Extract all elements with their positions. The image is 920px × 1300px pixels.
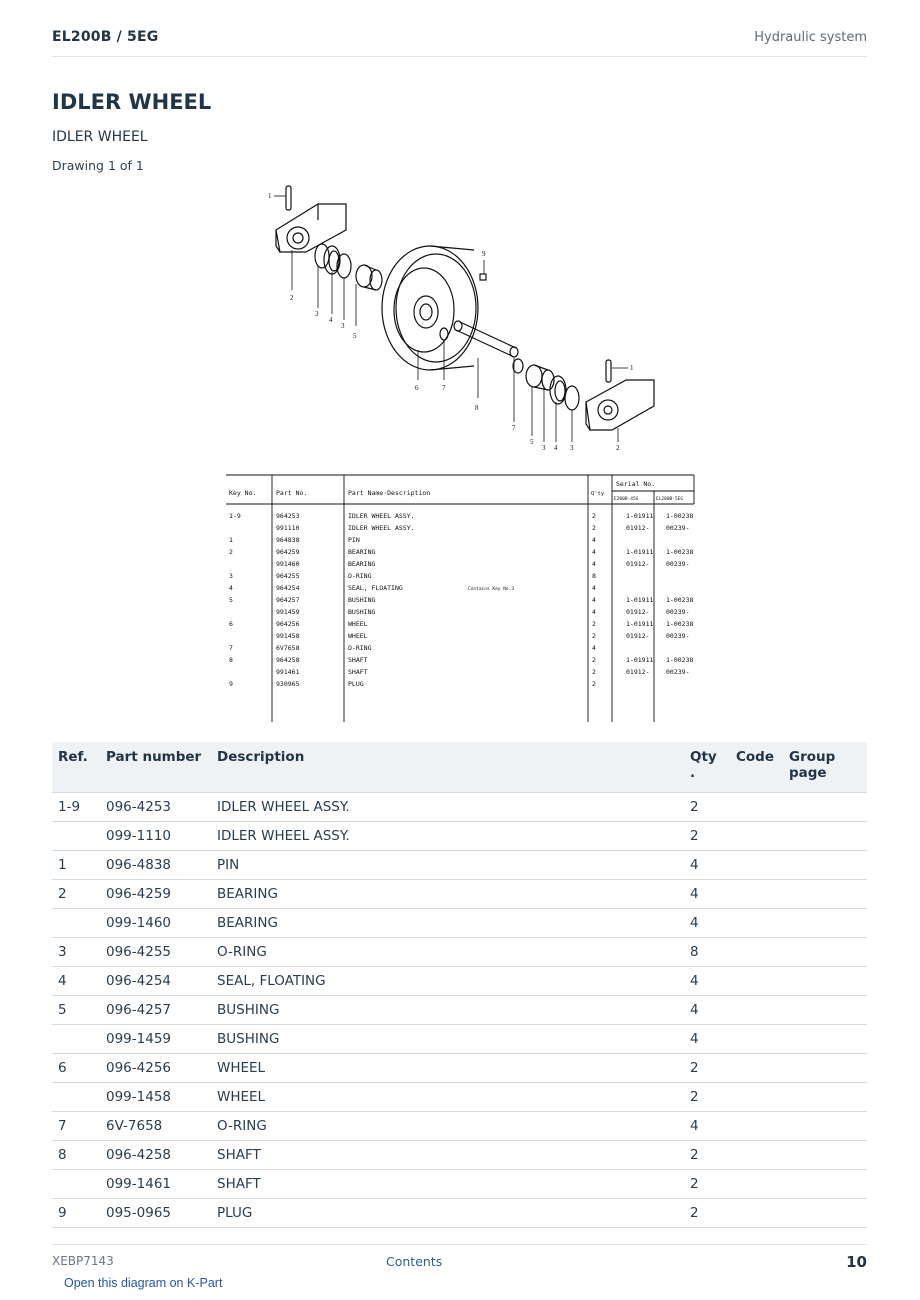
scan-text: 6V7658 — [276, 644, 300, 652]
scan-text: Part Name·Description — [348, 489, 431, 497]
cell-group-page — [783, 1083, 867, 1112]
scan-text: 01912- — [626, 668, 650, 676]
scan-text: 964254 — [276, 584, 300, 592]
drawing-count: Drawing 1 of 1 — [52, 158, 144, 173]
cell-part-number: 099-1461 — [100, 1170, 211, 1199]
scan-text: 1-00238 — [666, 596, 694, 604]
table-row — [52, 1025, 867, 1054]
cell-group-page — [783, 851, 867, 880]
cell-code — [730, 1112, 783, 1141]
table-row — [52, 996, 867, 1025]
cell-group-page — [783, 1025, 867, 1054]
scan-text: O-RING — [348, 572, 372, 580]
cell-ref: 3 — [52, 938, 100, 967]
scan-text: Serial No. — [616, 480, 656, 488]
scan-text: 1-00238 — [666, 512, 694, 520]
cell-group-page — [783, 1170, 867, 1199]
table-row — [52, 909, 867, 938]
cell-description: BEARING — [211, 909, 684, 938]
scan-text: WHEEL — [348, 632, 368, 640]
cell-code — [730, 851, 783, 880]
scan-text: 1-01911 — [626, 512, 654, 520]
scan-text: 991459 — [276, 608, 300, 616]
scan-text: 964256 — [276, 620, 300, 628]
scan-text: PIN — [348, 536, 360, 544]
cell-ref: 8 — [52, 1141, 100, 1170]
scan-text: 2 — [229, 548, 233, 556]
scan-text: 2 — [592, 680, 596, 688]
cell-part-number: 099-1110 — [100, 822, 211, 851]
cell-part-number: 099-1458 — [100, 1083, 211, 1112]
cell-qty: 4 — [684, 967, 730, 996]
document-id: XEBP7143 — [52, 1254, 114, 1268]
cell-part-number: 096-4257 — [100, 996, 211, 1025]
table-row — [52, 1083, 867, 1112]
callout-label: 9 — [482, 250, 486, 258]
scan-text: E200B-45G — [614, 497, 639, 502]
scan-text: 5 — [229, 596, 233, 604]
cell-ref: 6 — [52, 1054, 100, 1083]
cell-ref — [52, 1083, 100, 1112]
scan-text: 930965 — [276, 680, 300, 688]
table-row — [52, 1199, 867, 1228]
cell-description: PIN — [211, 851, 684, 880]
scan-text: 1-01911 — [626, 548, 654, 556]
scan-text: 1-01911 — [626, 620, 654, 628]
callout-label: 6 — [415, 384, 419, 392]
scan-text: SHAFT — [348, 668, 368, 676]
scan-text: SHAFT — [348, 656, 368, 664]
cell-description: PLUG — [211, 1199, 684, 1228]
scan-text: 2 — [592, 620, 596, 628]
cell-group-page — [783, 1199, 867, 1228]
cell-code — [730, 822, 783, 851]
scan-text: EL200B-5EG — [656, 497, 684, 502]
cell-code — [730, 938, 783, 967]
scan-text: PLUG — [348, 680, 364, 688]
scan-text: Contains Key No.3 — [468, 587, 515, 592]
scan-text: 8 — [229, 656, 233, 664]
table-row — [52, 938, 867, 967]
callout-label: 2 — [290, 294, 294, 302]
scan-text: 4 — [592, 548, 596, 556]
cell-ref — [52, 1025, 100, 1054]
scan-text: BEARING — [348, 560, 376, 568]
cell-qty: 4 — [684, 851, 730, 880]
scan-text: Q'ty — [591, 491, 605, 497]
cell-part-number: 096-4258 — [100, 1141, 211, 1170]
open-in-kpart-link[interactable]: Open this diagram on K-Part — [64, 1276, 223, 1290]
scan-text: 991461 — [276, 668, 300, 676]
scan-text: BUSHING — [348, 608, 376, 616]
cell-code — [730, 909, 783, 938]
cell-ref: 1-9 — [52, 793, 100, 822]
cell-qty: 2 — [684, 1141, 730, 1170]
cell-description: BUSHING — [211, 1025, 684, 1054]
cell-group-page — [783, 967, 867, 996]
col-ref: Ref. — [52, 742, 100, 793]
table-row — [52, 967, 867, 996]
cell-part-number: 096-4259 — [100, 880, 211, 909]
cell-qty: 4 — [684, 996, 730, 1025]
page-footer — [52, 1244, 867, 1275]
scan-text: 00239- — [666, 668, 690, 676]
scan-text: 991110 — [276, 524, 300, 532]
scan-text: 4 — [592, 608, 596, 616]
cell-ref: 1 — [52, 851, 100, 880]
scan-text: 4 — [592, 536, 596, 544]
cell-qty: 4 — [684, 1112, 730, 1141]
cell-part-number: 096-4838 — [100, 851, 211, 880]
scan-text: 00239- — [666, 608, 690, 616]
scan-text: 964255 — [276, 572, 300, 580]
cell-part-number: 096-4255 — [100, 938, 211, 967]
scan-text: 2 — [592, 524, 596, 532]
scan-text: IDLER WHEEL ASSY. — [348, 512, 415, 520]
scan-text: 2 — [592, 668, 596, 676]
cell-qty: 2 — [684, 1170, 730, 1199]
cell-group-page — [783, 1054, 867, 1083]
cell-qty: 2 — [684, 822, 730, 851]
scan-text: 3 — [229, 572, 233, 580]
cell-description: WHEEL — [211, 1054, 684, 1083]
scan-text: 00239- — [666, 632, 690, 640]
scan-text: 01912- — [626, 524, 650, 532]
page-subtitle: IDLER WHEEL — [52, 129, 148, 145]
callout-label: 1 — [268, 192, 272, 200]
scan-text: 1-00238 — [666, 656, 694, 664]
contents-link[interactable]: Contents — [386, 1254, 443, 1269]
callout-label: 7 — [442, 384, 446, 392]
scan-text: 1-00238 — [666, 620, 694, 628]
parts-table — [52, 742, 867, 1228]
table-row — [52, 1141, 867, 1170]
callout-label: 4 — [554, 444, 558, 452]
section-name: Hydraulic system — [754, 30, 867, 45]
cell-ref: 4 — [52, 967, 100, 996]
callout-label: 2 — [616, 444, 620, 452]
page-number: 10 — [846, 1253, 867, 1271]
cell-code — [730, 1054, 783, 1083]
cell-part-number: 096-4253 — [100, 793, 211, 822]
scan-text: 01912- — [626, 560, 650, 568]
cell-qty: 4 — [684, 909, 730, 938]
cell-group-page — [783, 793, 867, 822]
cell-code — [730, 1025, 783, 1054]
cell-ref: 7 — [52, 1112, 100, 1141]
table-row — [52, 1112, 867, 1141]
table-row — [52, 1054, 867, 1083]
scan-text: BUSHING — [348, 596, 376, 604]
scan-text: 6 — [229, 620, 233, 628]
callout-label: 5 — [353, 332, 357, 340]
cell-group-page — [783, 909, 867, 938]
cell-description: WHEEL — [211, 1083, 684, 1112]
table-row — [52, 822, 867, 851]
cell-group-page — [783, 1141, 867, 1170]
scan-text: 4 — [592, 584, 596, 592]
cell-description: BUSHING — [211, 996, 684, 1025]
cell-qty: 2 — [684, 793, 730, 822]
cell-ref: 5 — [52, 996, 100, 1025]
scan-text: Key No. — [229, 489, 257, 497]
scan-text: 4 — [592, 560, 596, 568]
scan-text: Part No. — [276, 489, 308, 497]
scan-text: 4 — [592, 596, 596, 604]
cell-qty: 4 — [684, 880, 730, 909]
cell-ref — [52, 909, 100, 938]
cell-description: IDLER WHEEL ASSY. — [211, 793, 684, 822]
cell-description: O-RING — [211, 1112, 684, 1141]
cell-ref — [52, 822, 100, 851]
col-code: Code — [730, 742, 783, 793]
cell-code — [730, 1199, 783, 1228]
cell-qty: 2 — [684, 1083, 730, 1112]
cell-qty: 4 — [684, 1025, 730, 1054]
scan-text: 8 — [592, 572, 596, 580]
callout-label: 8 — [475, 404, 479, 412]
table-row — [52, 1170, 867, 1199]
scan-text: 964258 — [276, 656, 300, 664]
exploded-parts-drawing — [260, 180, 660, 455]
cell-group-page — [783, 880, 867, 909]
cell-part-number: 099-1460 — [100, 909, 211, 938]
cell-qty: 8 — [684, 938, 730, 967]
cell-code — [730, 1083, 783, 1112]
col-description: Description — [211, 742, 684, 793]
machine-model: EL200B / 5EG — [52, 29, 159, 45]
scan-text: 2 — [592, 656, 596, 664]
scan-text: 01912- — [626, 608, 650, 616]
cell-code — [730, 967, 783, 996]
cell-part-number: 6V-7658 — [100, 1112, 211, 1141]
page-header — [52, 28, 867, 57]
scan-text: 1-9 — [229, 512, 241, 520]
cell-part-number: 096-4256 — [100, 1054, 211, 1083]
parts-table-header — [52, 742, 867, 793]
callout-label: 3 — [341, 322, 345, 330]
callout-label: 3 — [570, 444, 574, 452]
cell-part-number: 095-0965 — [100, 1199, 211, 1228]
scan-text: 4 — [592, 644, 596, 652]
cell-description: BEARING — [211, 880, 684, 909]
cell-description: IDLER WHEEL ASSY. — [211, 822, 684, 851]
scan-text: 00239- — [666, 524, 690, 532]
cell-ref — [52, 1170, 100, 1199]
scanned-parts-table — [226, 474, 696, 724]
callout-label: 5 — [530, 438, 534, 446]
scan-text: O-RING — [348, 644, 372, 652]
table-row — [52, 851, 867, 880]
scan-text: 2 — [592, 512, 596, 520]
scan-text: 964259 — [276, 548, 300, 556]
page-title: IDLER WHEEL — [52, 90, 212, 114]
cell-code — [730, 793, 783, 822]
scan-text: 1-01911 — [626, 656, 654, 664]
scan-text: 964257 — [276, 596, 300, 604]
scan-text: WHEEL — [348, 620, 368, 628]
scan-text: 2 — [592, 632, 596, 640]
scan-text: 991458 — [276, 632, 300, 640]
scan-text: 01912- — [626, 632, 650, 640]
callout-label: 4 — [329, 316, 333, 324]
cell-description: SEAL, FLOATING — [211, 967, 684, 996]
scan-text: 964253 — [276, 512, 300, 520]
cell-description: O-RING — [211, 938, 684, 967]
scan-text: IDLER WHEEL ASSY. — [348, 524, 415, 532]
table-row — [52, 793, 867, 822]
callout-label: 3 — [542, 444, 546, 452]
cell-group-page — [783, 996, 867, 1025]
scan-text: 4 — [229, 584, 233, 592]
scan-text: 9 — [229, 680, 233, 688]
cell-group-page — [783, 938, 867, 967]
cell-ref: 2 — [52, 880, 100, 909]
cell-qty: 2 — [684, 1199, 730, 1228]
scan-text: 991460 — [276, 560, 300, 568]
scan-text: 1-01911 — [626, 596, 654, 604]
cell-ref: 9 — [52, 1199, 100, 1228]
cell-part-number: 096-4254 — [100, 967, 211, 996]
scan-text: 00239- — [666, 560, 690, 568]
callout-label: 7 — [512, 424, 516, 432]
scan-text: 1-00238 — [666, 548, 694, 556]
cell-code — [730, 1170, 783, 1199]
scan-text: 1 — [229, 536, 233, 544]
cell-part-number: 099-1459 — [100, 1025, 211, 1054]
cell-code — [730, 1141, 783, 1170]
scan-text: SEAL, FLOATING — [348, 584, 403, 592]
callout-label: 3 — [315, 310, 319, 318]
cell-code — [730, 996, 783, 1025]
cell-group-page — [783, 1112, 867, 1141]
cell-description: SHAFT — [211, 1170, 684, 1199]
cell-description: SHAFT — [211, 1141, 684, 1170]
col-part-number: Part number — [100, 742, 211, 793]
cell-group-page — [783, 822, 867, 851]
callout-label: 1 — [630, 364, 634, 372]
cell-qty: 2 — [684, 1054, 730, 1083]
scan-text: BEARING — [348, 548, 376, 556]
scan-text: 7 — [229, 644, 233, 652]
col-group-page: Group page — [783, 742, 867, 793]
scan-text: 964838 — [276, 536, 300, 544]
table-row — [52, 880, 867, 909]
col-qty: Qty . — [684, 742, 730, 793]
cell-code — [730, 880, 783, 909]
